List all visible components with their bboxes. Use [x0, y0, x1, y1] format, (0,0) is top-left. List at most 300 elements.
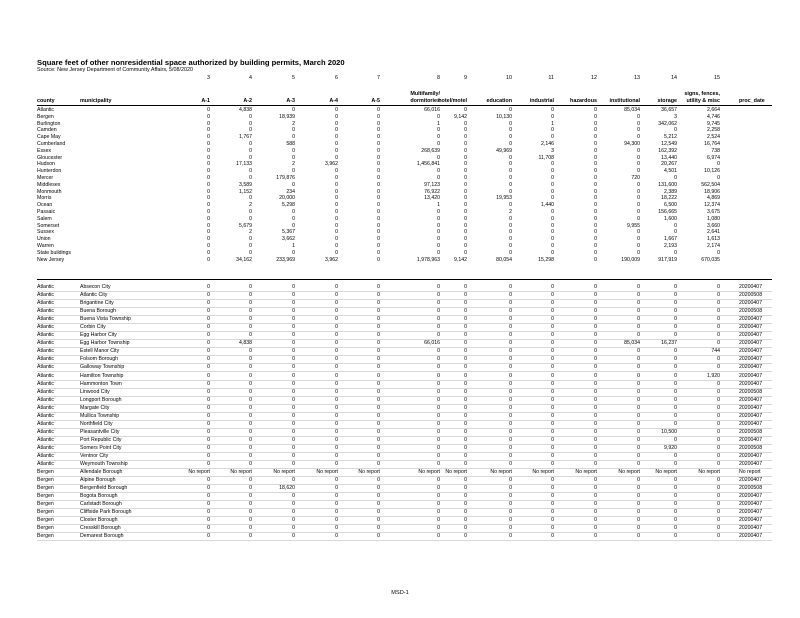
- county-cell: 0: [637, 236, 640, 243]
- county-cell: 0: [249, 174, 252, 181]
- county-cell: 0: [249, 208, 252, 215]
- county-cell: 1,456,841: [416, 161, 440, 168]
- row-cell: 0: [292, 300, 295, 307]
- row-county: Atlantic: [37, 356, 55, 363]
- county-cell: 0: [207, 242, 210, 249]
- table-row: [0, 508, 800, 516]
- row-proc-date: 20200407: [739, 404, 763, 411]
- header-col: dormitories: [410, 98, 440, 104]
- row-cell: 0: [377, 428, 380, 435]
- county-cell: 0: [437, 113, 440, 120]
- row-cell: 0: [551, 348, 554, 355]
- row-cell: 0: [464, 396, 467, 403]
- county-cell: 0: [637, 154, 640, 161]
- county-cell: 2: [249, 229, 252, 236]
- row-county: Atlantic: [37, 372, 55, 379]
- county-cell: 233,969: [276, 256, 295, 263]
- row-cell: 0: [464, 428, 467, 435]
- row-cell: 0: [207, 380, 210, 387]
- county-cell: 2,146: [541, 140, 554, 147]
- county-cell: 0: [551, 242, 554, 249]
- county-cell: 0: [292, 249, 295, 256]
- county-cell: 0: [335, 127, 338, 134]
- row-cell: 0: [509, 428, 512, 435]
- row-municipality: Folsom Borough: [80, 356, 119, 363]
- county-cell: 0: [594, 229, 597, 236]
- county-name: State buildings: [37, 249, 72, 256]
- row-cell: 0: [207, 348, 210, 355]
- row-cell: 0: [637, 461, 640, 468]
- row-cell: 0: [464, 340, 467, 347]
- county-cell: 2,174: [707, 242, 720, 249]
- county-cell: 0: [207, 113, 210, 120]
- row-cell: 0: [464, 364, 467, 371]
- county-cell: 0: [551, 188, 554, 195]
- row-municipality: Longport Borough: [80, 396, 122, 403]
- county-cell: 0: [464, 154, 467, 161]
- county-cell: 0: [207, 161, 210, 168]
- row-cell: 0: [377, 356, 380, 363]
- column-number: 12: [591, 75, 597, 81]
- row-cell: 0: [509, 493, 512, 500]
- row-cell: 0: [292, 436, 295, 443]
- table-row: [0, 363, 800, 371]
- row-cell: 0: [717, 477, 720, 484]
- row-cell: 0: [292, 292, 295, 299]
- row-cell: 0: [464, 461, 467, 468]
- county-row: [0, 127, 800, 134]
- row-county: Atlantic: [37, 284, 55, 290]
- row-cell: 0: [717, 517, 720, 524]
- row-proc-date: 20200508: [739, 485, 763, 492]
- county-cell: 0: [335, 181, 338, 188]
- row-municipality: Brigantine City: [80, 300, 114, 307]
- row-cell: 0: [292, 396, 295, 403]
- row-cell: 0: [717, 364, 720, 371]
- county-cell: 0: [594, 222, 597, 229]
- county-cell: 15,298: [538, 256, 554, 263]
- county-cell: 0: [377, 140, 380, 147]
- row-cell: 0: [437, 404, 440, 411]
- row-cell: 0: [437, 332, 440, 339]
- row-cell: No report: [230, 469, 252, 476]
- row-municipality: Cliffside Park Borough: [80, 509, 132, 516]
- county-cell: 0: [464, 140, 467, 147]
- table-row: [0, 372, 800, 380]
- row-cell: 0: [637, 348, 640, 355]
- row-cell: 0: [637, 364, 640, 371]
- column-number: 15: [714, 75, 720, 81]
- row-cell: 0: [637, 452, 640, 459]
- row-municipality: Carlstadt Borough: [80, 501, 122, 508]
- row-cell: 0: [637, 533, 640, 540]
- row-cell: 0: [637, 388, 640, 395]
- row-cell: 0: [464, 517, 467, 524]
- row-cell: 0: [674, 372, 677, 379]
- county-cell: 0: [637, 215, 640, 222]
- row-cell: 0: [207, 533, 210, 540]
- row-cell: 0: [437, 380, 440, 387]
- county-cell: 0: [335, 236, 338, 243]
- row-cell: 0: [437, 300, 440, 307]
- county-cell: 0: [551, 113, 554, 120]
- column-number: 8: [437, 75, 440, 81]
- row-cell: 0: [717, 493, 720, 500]
- county-row: [0, 229, 800, 236]
- column-number: 10: [506, 75, 512, 81]
- county-cell: 0: [594, 107, 597, 113]
- county-cell: 670,035: [701, 256, 720, 263]
- county-cell: 0: [335, 113, 338, 120]
- row-cell: 0: [551, 292, 554, 299]
- county-cell: 1,152: [239, 188, 252, 195]
- county-cell: 0: [249, 215, 252, 222]
- row-cell: 0: [335, 284, 338, 290]
- row-proc-date: 20200407: [739, 533, 763, 540]
- row-cell: 0: [249, 517, 252, 524]
- row-cell: No report: [532, 469, 554, 476]
- county-cell: 2,389: [664, 188, 677, 195]
- row-cell: 0: [377, 452, 380, 459]
- row-cell: 0: [674, 436, 677, 443]
- row-cell: 0: [509, 533, 512, 540]
- county-cell: 0: [637, 195, 640, 202]
- row-cell: 0: [509, 525, 512, 532]
- row-cell: 18,620: [279, 485, 295, 492]
- row-cell: 0: [335, 292, 338, 299]
- county-cell: 0: [207, 188, 210, 195]
- county-cell: 17,133: [236, 161, 252, 168]
- county-cell: 0: [551, 181, 554, 188]
- county-cell: 0: [207, 168, 210, 175]
- county-cell: 0: [509, 249, 512, 256]
- county-cell: 0: [377, 195, 380, 202]
- section-rule: [37, 279, 772, 280]
- row-cell: 0: [674, 493, 677, 500]
- header-proc-date: proc_date: [739, 98, 765, 104]
- row-proc-date: 20200407: [739, 284, 763, 290]
- county-cell: 2,641: [707, 229, 720, 236]
- row-cell: 0: [464, 284, 467, 290]
- county-cell: 11,708: [538, 154, 554, 161]
- row-cell: 0: [249, 388, 252, 395]
- county-cell: 588: [286, 140, 295, 147]
- county-cell: 0: [292, 107, 295, 113]
- county-cell: 2: [292, 161, 295, 168]
- report-title: Square feet of other nonresidential space authorized by building permits, March 2020: [37, 58, 345, 67]
- row-cell: 0: [249, 452, 252, 459]
- row-cell: 0: [249, 493, 252, 500]
- county-cell: 0: [207, 154, 210, 161]
- row-cell: 0: [509, 420, 512, 427]
- row-cell: 0: [377, 436, 380, 443]
- county-name: Somerset: [37, 222, 60, 229]
- row-cell: 0: [249, 332, 252, 339]
- county-cell: 162,392: [658, 147, 677, 154]
- county-cell: 6,974: [707, 154, 720, 161]
- row-cell: 0: [551, 493, 554, 500]
- county-cell: 4,501: [664, 168, 677, 175]
- row-cell: 0: [674, 292, 677, 299]
- county-cell: 10,130: [496, 113, 512, 120]
- county-name: Atlantic: [37, 107, 55, 113]
- row-cell: 0: [637, 284, 640, 290]
- row-cell: 0: [509, 332, 512, 339]
- row-cell: 0: [335, 308, 338, 315]
- row-cell: 0: [594, 388, 597, 395]
- county-cell: 0: [292, 222, 295, 229]
- row-municipality: Mullica Township: [80, 412, 120, 419]
- county-cell: 0: [377, 154, 380, 161]
- row-municipality: Northfield City: [80, 420, 113, 427]
- row-cell: 0: [674, 396, 677, 403]
- county-name: Union: [37, 236, 51, 243]
- row-cell: 0: [717, 388, 720, 395]
- row-cell: 0: [207, 284, 210, 290]
- county-cell: 0: [377, 174, 380, 181]
- county-cell: 0: [509, 134, 512, 141]
- county-cell: 0: [249, 168, 252, 175]
- row-cell: 0: [437, 461, 440, 468]
- row-cell: 0: [637, 372, 640, 379]
- row-cell: 0: [464, 332, 467, 339]
- row-cell: 0: [207, 404, 210, 411]
- row-cell: 0: [717, 501, 720, 508]
- row-cell: 0: [637, 316, 640, 323]
- county-cell: 0: [464, 242, 467, 249]
- row-cell: 0: [464, 300, 467, 307]
- county-cell: 0: [464, 208, 467, 215]
- row-municipality: Atlantic City: [80, 292, 108, 299]
- row-cell: 0: [437, 485, 440, 492]
- table-row: [0, 323, 800, 331]
- row-cell: 0: [717, 412, 720, 419]
- county-cell: 5,367: [282, 229, 295, 236]
- row-cell: 0: [335, 493, 338, 500]
- county-cell: 80,054: [496, 256, 512, 263]
- row-cell: 0: [249, 533, 252, 540]
- county-cell: 5,212: [664, 134, 677, 141]
- row-cell: 0: [207, 372, 210, 379]
- row-cell: 0: [377, 412, 380, 419]
- county-cell: 0: [377, 229, 380, 236]
- county-row: [0, 209, 800, 216]
- row-cell: 0: [717, 509, 720, 516]
- county-cell: 0: [464, 202, 467, 209]
- row-cell: 0: [594, 372, 597, 379]
- county-cell: 0: [637, 249, 640, 256]
- row-cell: 0: [637, 380, 640, 387]
- row-cell: No report: [655, 469, 677, 476]
- row-cell: 0: [207, 525, 210, 532]
- row-proc-date: 20200407: [739, 493, 763, 500]
- county-name: Ocean: [37, 202, 53, 209]
- row-county: Atlantic: [37, 316, 55, 323]
- row-proc-date: 20200407: [739, 501, 763, 508]
- row-cell: 0: [464, 436, 467, 443]
- row-cell: 0: [377, 372, 380, 379]
- row-proc-date: 20200407: [739, 509, 763, 516]
- header-col: utility & misc: [686, 98, 720, 104]
- row-cell: 0: [717, 316, 720, 323]
- county-cell: 0: [437, 140, 440, 147]
- county-cell: 0: [637, 127, 640, 134]
- county-cell: 0: [207, 140, 210, 147]
- row-municipality: Bergenfield Borough: [80, 485, 128, 492]
- county-cell: 0: [509, 229, 512, 236]
- table-row: [0, 299, 800, 307]
- header-col: education: [486, 98, 512, 104]
- county-cell: 1,080: [707, 215, 720, 222]
- county-cell: 0: [464, 120, 467, 127]
- row-cell: 0: [377, 316, 380, 323]
- row-cell: 0: [509, 404, 512, 411]
- row-cell: 0: [594, 308, 597, 315]
- row-cell: 0: [335, 517, 338, 524]
- table-row: [0, 476, 800, 484]
- county-name: Hudson: [37, 161, 55, 168]
- county-cell: 0: [292, 208, 295, 215]
- row-cell: 0: [551, 340, 554, 347]
- row-cell: 0: [335, 324, 338, 331]
- county-cell: 0: [509, 127, 512, 134]
- county-cell: 0: [594, 120, 597, 127]
- row-cell: 0: [292, 348, 295, 355]
- row-county: Atlantic: [37, 404, 55, 411]
- county-cell: 36,657: [661, 107, 677, 113]
- row-cell: 0: [437, 517, 440, 524]
- row-cell: 0: [637, 525, 640, 532]
- row-cell: 0: [335, 388, 338, 395]
- row-cell: 16,237: [661, 340, 677, 347]
- county-cell: 0: [437, 222, 440, 229]
- row-cell: 0: [377, 461, 380, 468]
- county-cell: 0: [594, 113, 597, 120]
- row-cell: 0: [637, 300, 640, 307]
- row-cell: 0: [509, 372, 512, 379]
- county-cell: 131,600: [658, 181, 677, 188]
- row-cell: 0: [292, 380, 295, 387]
- county-cell: 1: [292, 242, 295, 249]
- row-cell: No report: [418, 469, 440, 476]
- county-cell: 20,000: [279, 195, 295, 202]
- row-cell: 0: [207, 412, 210, 419]
- row-proc-date: 20200407: [739, 420, 763, 427]
- row-cell: 0: [464, 292, 467, 299]
- table-row: [0, 460, 800, 468]
- county-cell: 49,969: [496, 147, 512, 154]
- county-cell: 0: [292, 181, 295, 188]
- county-cell: 9,745: [707, 120, 720, 127]
- row-cell: 0: [551, 501, 554, 508]
- row-cell: 0: [249, 436, 252, 443]
- row-municipality: Allendale Borough: [80, 469, 123, 476]
- row-cell: 0: [637, 485, 640, 492]
- county-row: [0, 236, 800, 243]
- county-cell: 0: [551, 222, 554, 229]
- row-cell: 0: [594, 420, 597, 427]
- row-cell: 0: [717, 396, 720, 403]
- row-cell: 0: [594, 525, 597, 532]
- row-cell: 0: [207, 461, 210, 468]
- county-cell: 0: [637, 229, 640, 236]
- row-county: Atlantic: [37, 444, 55, 451]
- table-row: [0, 404, 800, 412]
- row-cell: 0: [717, 436, 720, 443]
- county-name: Middlesex: [37, 181, 61, 188]
- row-cell: 0: [594, 316, 597, 323]
- row-municipality: Corbin City: [80, 324, 106, 331]
- row-cell: 0: [207, 364, 210, 371]
- row-cell: 744: [711, 348, 720, 355]
- row-cell: 0: [335, 348, 338, 355]
- county-cell: 0: [594, 127, 597, 134]
- row-cell: 0: [377, 364, 380, 371]
- row-cell: 0: [674, 452, 677, 459]
- county-cell: 0: [335, 242, 338, 249]
- row-cell: 0: [594, 461, 597, 468]
- county-cell: 0: [464, 174, 467, 181]
- header-col: hotel/motel: [438, 98, 467, 104]
- row-cell: 0: [437, 428, 440, 435]
- county-cell: 12,549: [661, 140, 677, 147]
- row-cell: 0: [377, 525, 380, 532]
- county-cell: 76,922: [424, 188, 440, 195]
- row-cell: 0: [637, 332, 640, 339]
- row-cell: 0: [464, 477, 467, 484]
- header-col: storage: [657, 98, 677, 104]
- row-cell: 0: [551, 436, 554, 443]
- county-cell: 4,869: [707, 195, 720, 202]
- row-cell: 0: [551, 284, 554, 290]
- row-cell: 0: [717, 324, 720, 331]
- row-cell: 0: [377, 501, 380, 508]
- row-cell: 0: [509, 284, 512, 290]
- row-cell: 0: [637, 501, 640, 508]
- table-row: [0, 396, 800, 404]
- county-cell: 2,524: [707, 134, 720, 141]
- county-cell: 562,504: [701, 181, 720, 188]
- table-row: [0, 436, 800, 444]
- row-proc-date: 20200407: [739, 332, 763, 339]
- row-county: Atlantic: [37, 308, 55, 315]
- county-name: Camden: [37, 127, 57, 134]
- county-cell: 0: [335, 140, 338, 147]
- row-cell: 0: [335, 428, 338, 435]
- table-row: [0, 291, 800, 299]
- table-row: [0, 412, 800, 420]
- county-cell: 0: [594, 188, 597, 195]
- county-cell: 0: [464, 127, 467, 134]
- row-county: Atlantic: [37, 324, 55, 331]
- municipality-table: [0, 283, 800, 541]
- row-county: Atlantic: [37, 428, 55, 435]
- county-cell: 0: [377, 242, 380, 249]
- county-row: [0, 161, 800, 168]
- row-cell: 0: [207, 300, 210, 307]
- row-cell: 0: [437, 364, 440, 371]
- county-cell: 0: [594, 242, 597, 249]
- row-cell: 0: [377, 380, 380, 387]
- row-cell: 0: [637, 493, 640, 500]
- county-cell: 5,298: [282, 202, 295, 209]
- county-cell: 3,589: [239, 181, 252, 188]
- county-cell: 0: [509, 168, 512, 175]
- row-cell: 0: [674, 485, 677, 492]
- row-cell: 0: [207, 420, 210, 427]
- row-proc-date: 20200508: [739, 388, 763, 395]
- county-cell: 0: [637, 208, 640, 215]
